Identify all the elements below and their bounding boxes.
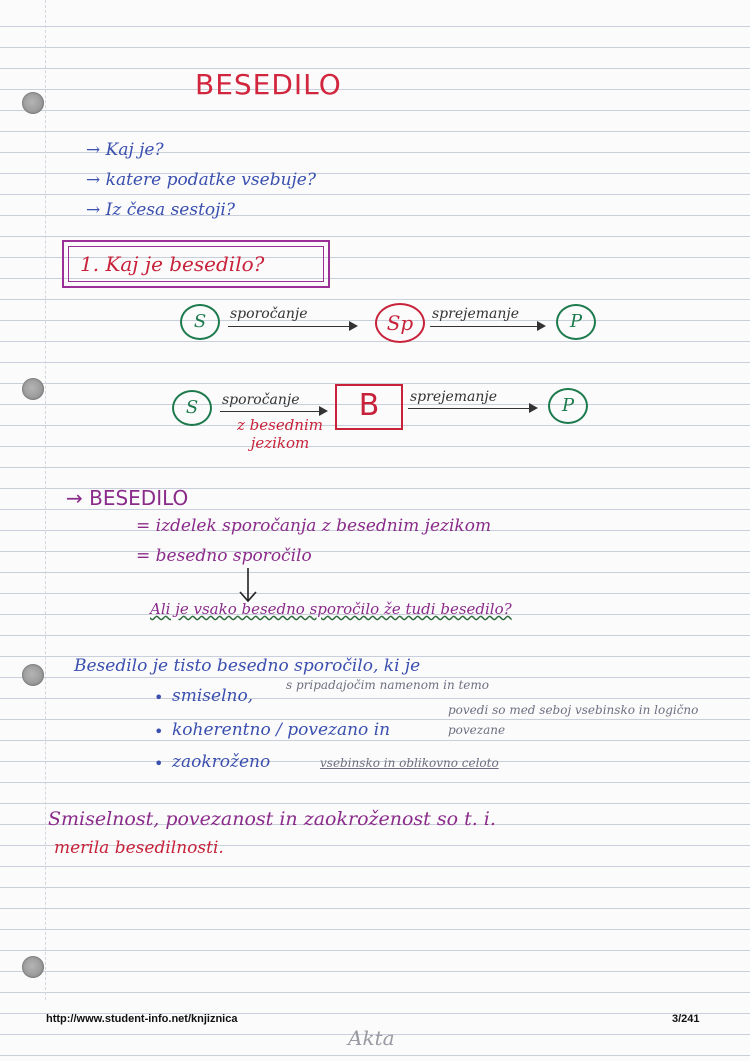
- sender-circle: S: [180, 304, 220, 340]
- section-heading-box: [62, 240, 330, 288]
- criteria-bullet: •: [154, 688, 164, 707]
- criteria-bullet: •: [154, 754, 164, 773]
- arrow-right: [228, 326, 356, 327]
- punch-hole: [22, 92, 44, 114]
- page-title: BESEDILO: [195, 68, 342, 101]
- arrow-right: [408, 408, 536, 409]
- question-1: → Kaj je?: [86, 140, 164, 160]
- margin-line: [45, 0, 46, 1000]
- down-arrow-icon: [236, 568, 260, 604]
- summary-line-2: merila besedilnosti.: [54, 838, 224, 858]
- message-circle: Sp: [375, 303, 425, 343]
- definition-heading: → BESEDILO: [66, 486, 189, 510]
- besedilo-box: B: [335, 384, 403, 430]
- criteria-note-3: vsebinsko in oblikovno celoto: [320, 756, 499, 770]
- punch-hole: [22, 664, 44, 686]
- question-2: → katere podatke vsebuje?: [86, 170, 316, 190]
- criteria-item-3: zaokroženo: [172, 752, 271, 772]
- definition-question: Ali je vsako besedno sporočilo že tudi besedilo?: [150, 600, 512, 618]
- diagram2-note: z besednim jezikom: [236, 416, 323, 452]
- diagram1-action1: sporočanje: [230, 306, 308, 322]
- summary-line-1: Smiselnost, povezanost in zaokroženost so t. i.: [48, 808, 496, 830]
- brand-logo: Akta: [348, 1026, 395, 1050]
- criteria-note-2: povedi so med seboj vsebinsko in logično povezane: [448, 703, 699, 737]
- criteria-note-1: s pripadajočim namenom in temo: [286, 678, 490, 692]
- definition-line-1: = izdelek sporočanja z besednim jezikom: [136, 516, 492, 536]
- criteria-item-2: koherentno / povezano in: [172, 720, 391, 740]
- question-3: → Iz česa sestoji?: [86, 200, 235, 220]
- arrow-right: [220, 411, 326, 412]
- punch-hole: [22, 956, 44, 978]
- diagram1-action2: sprejemanje: [432, 306, 520, 322]
- footer-url: http://www.student-info.net/knjiznica: [46, 1013, 238, 1025]
- criteria-intro: Besedilo je tisto besedno sporočilo, ki je: [74, 656, 421, 676]
- receiver-circle: P: [548, 388, 588, 424]
- section-heading: 1. Kaj je besedilo?: [80, 252, 265, 276]
- diagram2-action1: sporočanje: [222, 392, 300, 408]
- arrow-right: [430, 326, 544, 327]
- page-number: 3/241: [672, 1013, 700, 1025]
- receiver-circle: P: [556, 304, 596, 340]
- criteria-bullet: •: [154, 722, 164, 741]
- diagram2-action2: sprejemanje: [410, 389, 498, 405]
- definition-line-2: = besedno sporočilo: [136, 546, 312, 566]
- punch-hole: [22, 378, 44, 400]
- sender-circle: S: [172, 390, 212, 426]
- criteria-item-1: smiselno,: [172, 686, 254, 706]
